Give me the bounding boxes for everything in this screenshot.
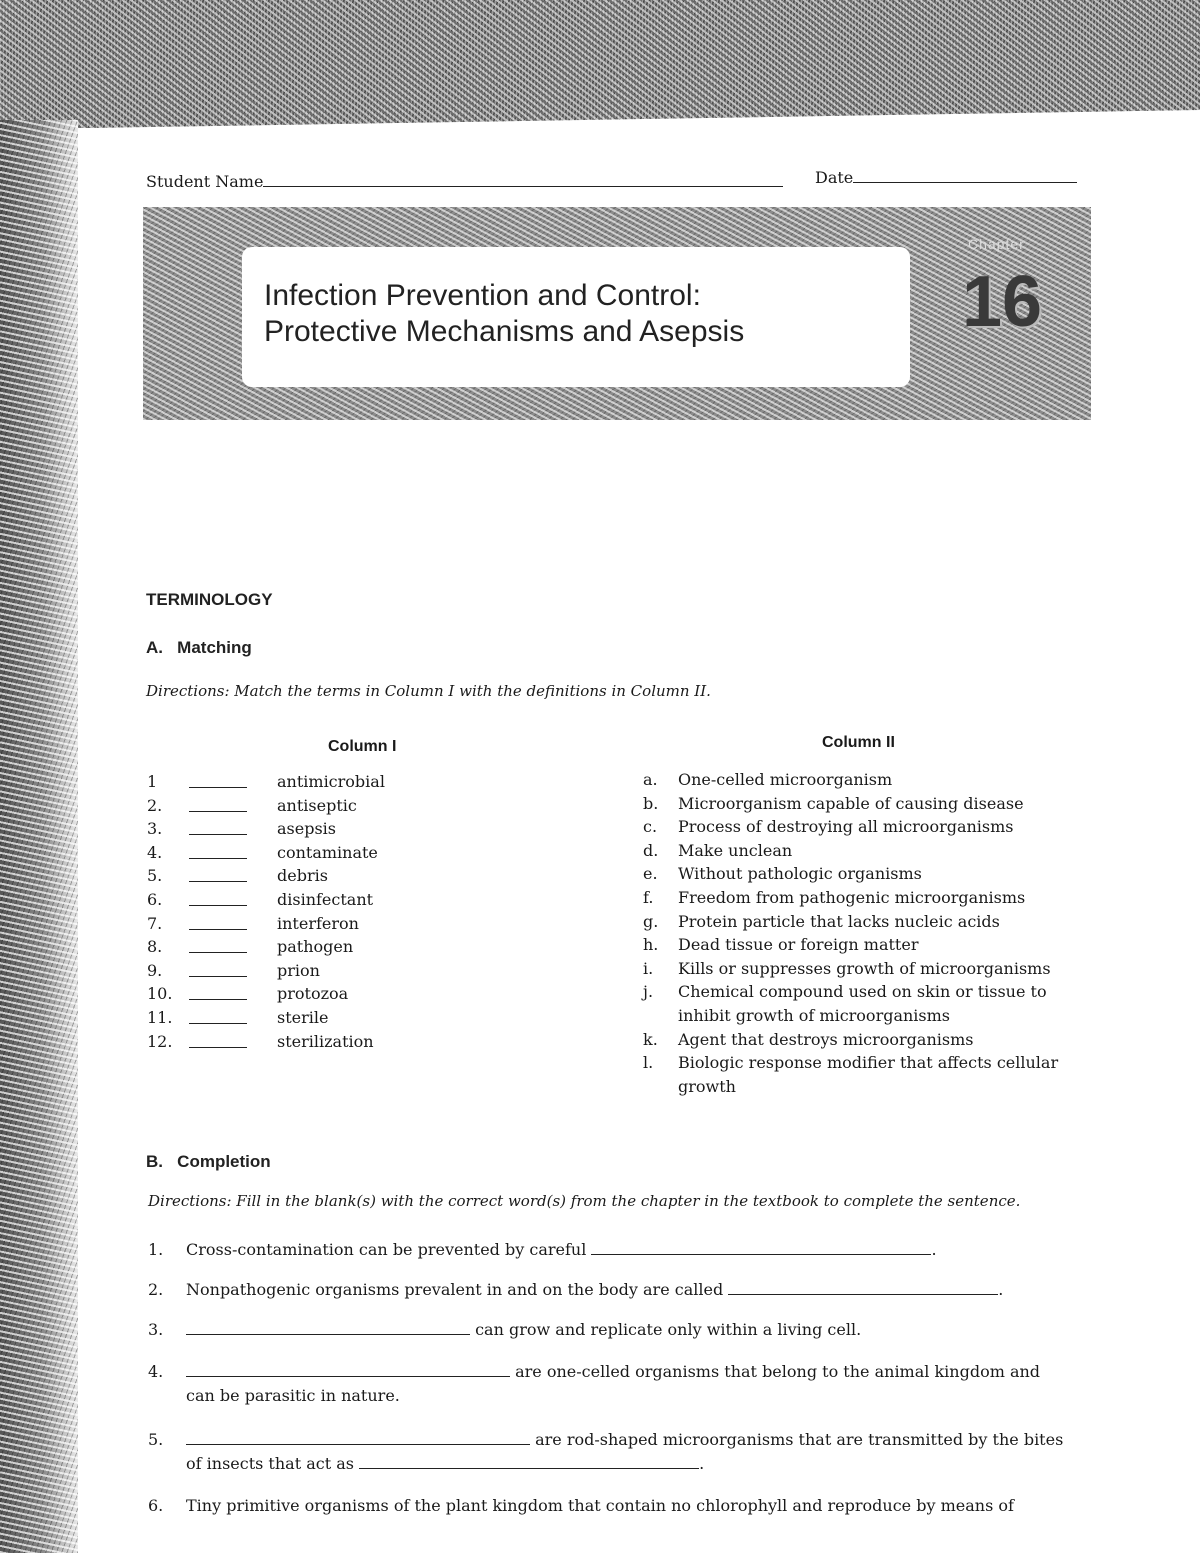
term-text: sterile bbox=[277, 1007, 329, 1027]
student-name-blank[interactable] bbox=[263, 172, 783, 187]
term-number: 4. bbox=[147, 842, 163, 862]
definition-row bbox=[643, 1051, 1093, 1098]
section-a-title: Matching bbox=[177, 638, 252, 657]
term-number: 12. bbox=[147, 1031, 173, 1051]
answer-blank[interactable] bbox=[189, 1008, 247, 1024]
term-row bbox=[147, 819, 467, 843]
term-number: 3. bbox=[147, 819, 163, 839]
column-1-heading: Column I bbox=[328, 738, 397, 755]
definition-text: Microorganism capable of causing disease bbox=[678, 793, 1024, 813]
completion-item-4 bbox=[148, 1360, 1048, 1408]
completion-item-1 bbox=[148, 1238, 1098, 1262]
term-text: interferon bbox=[277, 913, 359, 933]
term-row bbox=[147, 914, 467, 938]
answer-blank[interactable] bbox=[186, 1320, 470, 1335]
definition-row bbox=[643, 1028, 1093, 1052]
definition-text: Dead tissue or foreign matter bbox=[678, 935, 919, 955]
item-number: 3. bbox=[148, 1320, 164, 1339]
definition-row bbox=[643, 768, 1093, 792]
matching-directions: Directions: Match the terms in Column I with the definitions in Column II. bbox=[146, 682, 711, 700]
definition-row bbox=[643, 933, 1093, 957]
column-1-terms bbox=[147, 772, 467, 1055]
answer-blank[interactable] bbox=[728, 1280, 998, 1295]
term-number: 7. bbox=[147, 913, 163, 933]
scan-noise-top bbox=[0, 0, 1200, 128]
definition-letter: g. bbox=[643, 911, 659, 931]
term-text: pathogen bbox=[277, 937, 354, 957]
item-text: Cross-contamination can be prevented by careful bbox=[186, 1240, 587, 1259]
definition-letter: h. bbox=[643, 935, 659, 955]
term-text: contaminate bbox=[277, 842, 378, 862]
chapter-number: 16 bbox=[962, 262, 1043, 342]
scan-noise-left bbox=[0, 120, 78, 1553]
section-b-heading bbox=[146, 1152, 271, 1172]
term-text: debris bbox=[277, 866, 328, 886]
term-number: 9. bbox=[147, 960, 163, 980]
definition-text: Agent that destroys microorganisms bbox=[678, 1029, 974, 1049]
definition-letter: i. bbox=[643, 958, 654, 978]
term-text: sterilization bbox=[277, 1031, 374, 1051]
answer-blank[interactable] bbox=[189, 1032, 247, 1048]
completion-item-6 bbox=[148, 1494, 1098, 1518]
term-row bbox=[147, 961, 467, 985]
item-text: Tiny primitive organisms of the plant kingdom that contain no chlorophyll and reproduce by means of bbox=[186, 1496, 1014, 1515]
term-number: 1 bbox=[147, 772, 158, 791]
term-text: prion bbox=[277, 960, 320, 980]
term-text: asepsis bbox=[277, 819, 336, 839]
item-number: 4. bbox=[148, 1362, 164, 1381]
definition-text: One-celled microorganism bbox=[678, 770, 893, 789]
term-number: 8. bbox=[147, 937, 163, 957]
title-line-1: Infection Prevention and Control: bbox=[264, 279, 701, 312]
answer-blank[interactable] bbox=[186, 1362, 510, 1377]
definition-row bbox=[643, 980, 1093, 1027]
term-number: 2. bbox=[147, 795, 163, 815]
term-number: 6. bbox=[147, 889, 163, 909]
term-row bbox=[147, 984, 467, 1008]
definition-text: Without pathologic organisms bbox=[678, 864, 922, 884]
term-row bbox=[147, 772, 467, 796]
term-number: 11. bbox=[147, 1007, 173, 1027]
definition-row bbox=[643, 792, 1093, 816]
item-text: are rod-shaped microorganisms that are transmitted by the bites bbox=[535, 1430, 1064, 1449]
item-number: 1. bbox=[148, 1240, 164, 1259]
date-field bbox=[815, 168, 1077, 187]
definition-row bbox=[643, 839, 1093, 863]
definition-text: Process of destroying all microorganisms bbox=[678, 817, 1014, 837]
definition-row bbox=[643, 815, 1093, 839]
definition-letter: e. bbox=[643, 864, 658, 884]
section-a-heading bbox=[146, 638, 252, 658]
term-row bbox=[147, 1008, 467, 1032]
term-row bbox=[147, 890, 467, 914]
chapter-label: Chapter bbox=[968, 236, 1025, 252]
definition-letter: c. bbox=[643, 817, 658, 837]
term-text: antiseptic bbox=[277, 795, 357, 815]
chapter-title bbox=[264, 278, 904, 350]
student-name-label: Student Name bbox=[146, 172, 264, 191]
completion-item-5 bbox=[148, 1428, 1098, 1476]
item-punct: . bbox=[699, 1454, 705, 1473]
column-2-heading: Column II bbox=[822, 734, 895, 751]
answer-blank[interactable] bbox=[186, 1430, 530, 1445]
term-number: 10. bbox=[147, 984, 173, 1004]
definition-letter: j. bbox=[643, 982, 654, 1002]
student-name-field bbox=[146, 172, 783, 191]
answer-blank[interactable] bbox=[189, 984, 247, 1000]
definition-row bbox=[643, 910, 1093, 934]
answer-blank[interactable] bbox=[359, 1454, 699, 1469]
completion-item-2 bbox=[148, 1278, 1098, 1302]
answer-blank[interactable] bbox=[189, 772, 247, 788]
completion-directions: Directions: Fill in the blank(s) with the correct word(s) from the chapter in the textbook to complete the sentence. bbox=[148, 1192, 1021, 1210]
section-b-title: Completion bbox=[177, 1152, 271, 1171]
definition-letter: f. bbox=[643, 887, 654, 907]
definition-text: Freedom from pathogenic microorganisms bbox=[678, 887, 1026, 907]
term-text: antimicrobial bbox=[277, 772, 385, 791]
definition-row bbox=[643, 957, 1093, 981]
term-row bbox=[147, 937, 467, 961]
item-text: Nonpathogenic organisms prevalent in and on the body are called bbox=[186, 1280, 724, 1299]
item-text: can grow and replicate only within a living cell. bbox=[475, 1320, 862, 1339]
definition-letter: d. bbox=[643, 840, 659, 860]
date-label: Date bbox=[815, 168, 854, 187]
answer-blank[interactable] bbox=[189, 914, 247, 930]
answer-blank[interactable] bbox=[591, 1240, 931, 1255]
definition-text: Make unclean bbox=[678, 840, 793, 860]
answer-blank[interactable] bbox=[189, 866, 247, 882]
item-text-line2: of insects that act as bbox=[186, 1454, 354, 1473]
definition-text: Chemical compound used on skin or tissue to inhibit growth of microorganisms bbox=[678, 982, 1047, 1025]
item-punct: . bbox=[998, 1280, 1004, 1299]
definition-letter: a. bbox=[643, 770, 658, 789]
item-number: 5. bbox=[148, 1430, 164, 1449]
definition-text: Kills or suppresses growth of microorganisms bbox=[678, 958, 1051, 978]
term-row bbox=[147, 843, 467, 867]
answer-blank[interactable] bbox=[189, 843, 247, 859]
definition-text: Biologic response modifier that affects cellular growth bbox=[678, 1053, 1059, 1096]
section-a-label: A. bbox=[146, 638, 163, 657]
item-number: 2. bbox=[148, 1280, 164, 1299]
item-number: 6. bbox=[148, 1496, 164, 1515]
term-row bbox=[147, 796, 467, 820]
answer-blank[interactable] bbox=[189, 796, 247, 812]
answer-blank[interactable] bbox=[189, 819, 247, 835]
terminology-heading: TERMINOLOGY bbox=[146, 590, 273, 609]
definition-letter: l. bbox=[643, 1053, 654, 1073]
answer-blank[interactable] bbox=[189, 890, 247, 906]
date-blank[interactable] bbox=[853, 168, 1077, 183]
definition-letter: k. bbox=[643, 1029, 658, 1049]
column-2-definitions bbox=[643, 768, 1093, 1098]
completion-item-3 bbox=[148, 1318, 1098, 1342]
definition-text: Protein particle that lacks nucleic acids bbox=[678, 911, 1000, 931]
term-row bbox=[147, 866, 467, 890]
section-b-label: B. bbox=[146, 1152, 163, 1171]
answer-blank[interactable] bbox=[189, 961, 247, 977]
term-text: protozoa bbox=[277, 984, 349, 1004]
term-text: disinfectant bbox=[277, 889, 374, 909]
term-number: 5. bbox=[147, 866, 163, 886]
item-punct: . bbox=[931, 1240, 937, 1259]
term-row bbox=[147, 1032, 467, 1056]
definition-letter: b. bbox=[643, 793, 659, 813]
item-text: are one-celled organisms that belong to the animal kingdom and can be parasitic in nature. bbox=[186, 1362, 1041, 1405]
definition-row bbox=[643, 862, 1093, 886]
definition-row bbox=[643, 886, 1093, 910]
title-line-2: Protective Mechanisms and Asepsis bbox=[264, 315, 745, 348]
answer-blank[interactable] bbox=[189, 937, 247, 953]
